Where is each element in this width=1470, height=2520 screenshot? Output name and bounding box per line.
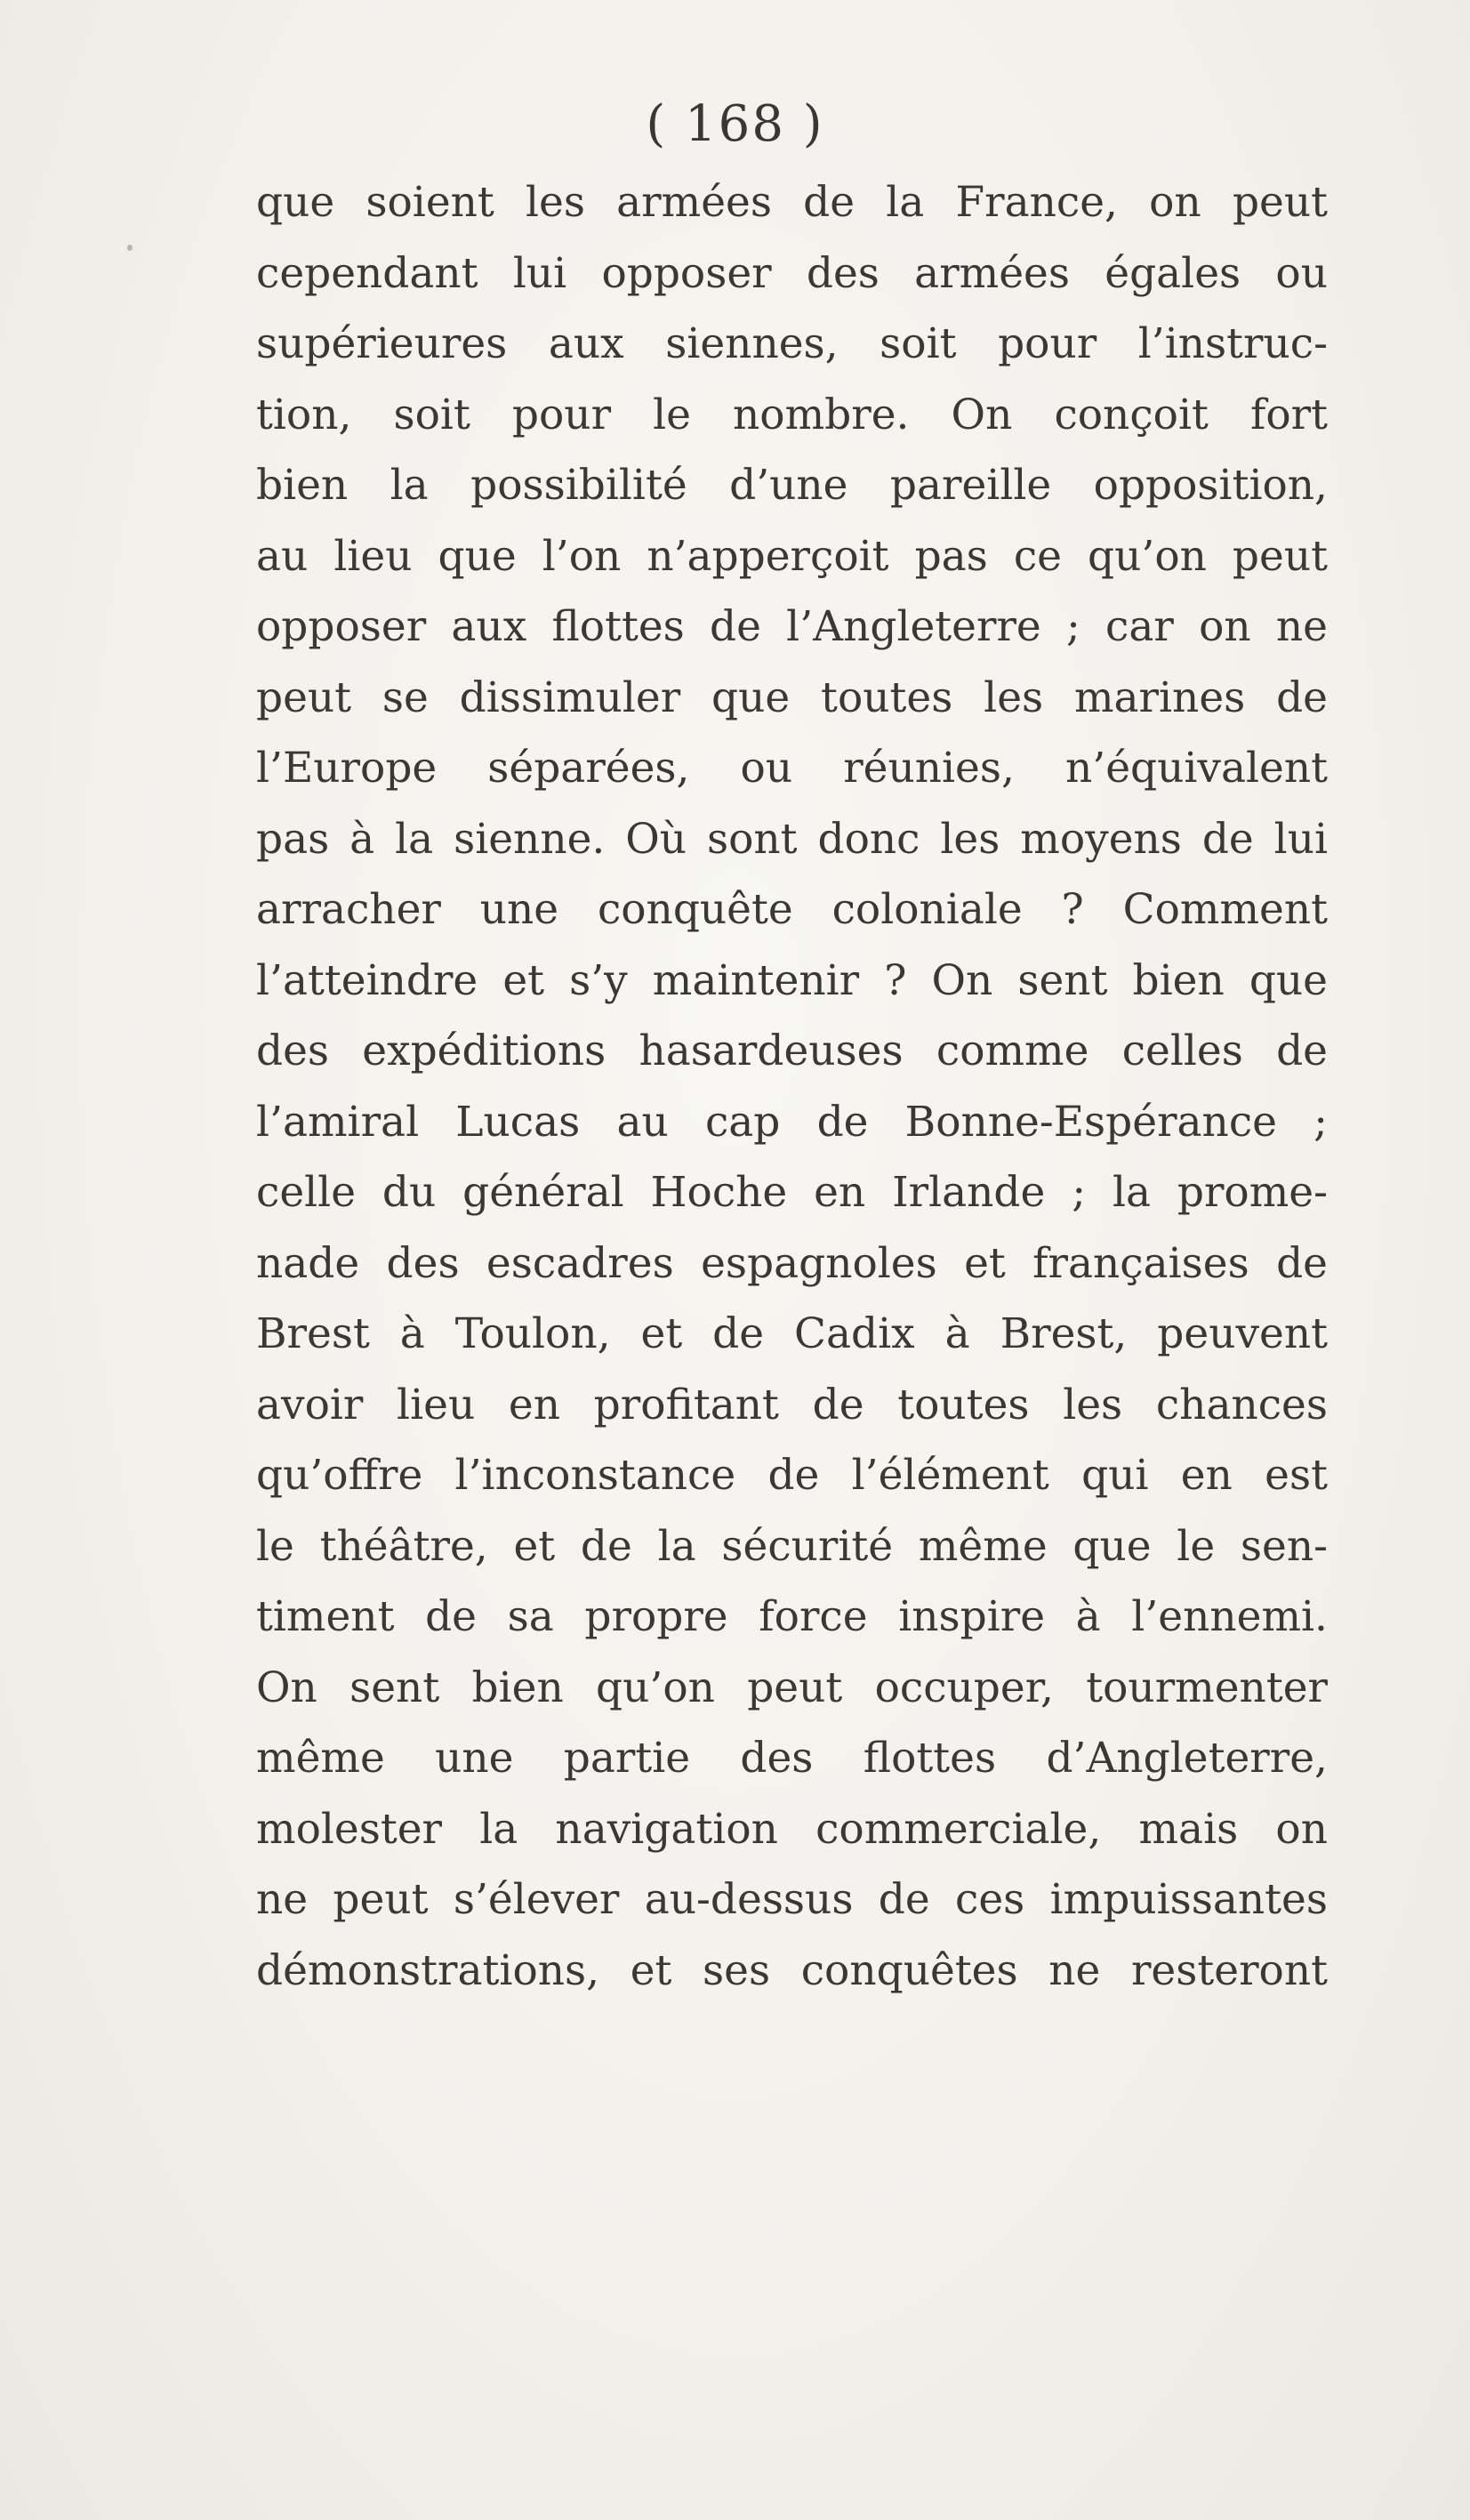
text-line: celle du général Hoche en Irlande ; la prome- [256, 1168, 1328, 1217]
text-line: ne peut s’élever au-dessus de ces impuissantes [256, 1875, 1328, 1924]
text-line: molester la navigation commerciale, mais on [256, 1804, 1328, 1854]
text-line: qu’offre l’inconstance de l’élément qui en est [256, 1451, 1328, 1500]
text-line: au lieu que l’on n’apperçoit pas ce qu’on peut [256, 531, 1328, 581]
text-line: même une partie des flottes d’Angleterre, [256, 1734, 1328, 1783]
text-line: opposer aux flottes de l’Angleterre ; car on ne [256, 602, 1328, 651]
text-line: timent de sa propre force inspire à l’ennemi. [256, 1592, 1328, 1641]
text-line: cependant lui opposer des armées égales ou [256, 248, 1328, 298]
paper-speck [127, 245, 133, 251]
text-line: supérieures aux siennes, soit pour l’instruc- [256, 319, 1328, 368]
text-line: le théâtre, et de la sécurité même que le sen- [256, 1521, 1328, 1571]
text-line: peut se dissimuler que toutes les marines de [256, 672, 1328, 722]
text-line: nade des escadres espagnoles et françaises de [256, 1238, 1328, 1288]
text-line: avoir lieu en profitant de toutes les chances [256, 1380, 1328, 1429]
text-line: On sent bien qu’on peut occuper, tourmenter [256, 1663, 1328, 1712]
body-text [256, 167, 1328, 2006]
page-number: ( 168 ) [646, 95, 824, 153]
text-line: l’atteindre et s’y maintenir ? On sent bien que [256, 955, 1328, 1005]
text-line: bien la possibilité d’une pareille opposition, [256, 461, 1328, 510]
text-line: des expéditions hasardeuses comme celles de [256, 1027, 1328, 1075]
text-line: l’Europe séparées, ou réunies, n’équivalent [256, 744, 1328, 793]
text-line: Brest à Toulon, et de Cadix à Brest, peuvent [256, 1309, 1328, 1358]
text-line: arracher une conquête coloniale ? Comment [256, 885, 1328, 934]
text-line: l’amiral Lucas au cap de Bonne-Espérance ; [256, 1097, 1328, 1147]
text-line: démonstrations, et ses conquêtes ne resteront [256, 1945, 1328, 1995]
text-line: tion, soit pour le nombre. On conçoit fort [256, 390, 1328, 439]
text-line: que soient les armées de la France, on peut [256, 178, 1328, 227]
text-line: pas à la sienne. Où sont donc les moyens de lui [256, 814, 1328, 864]
